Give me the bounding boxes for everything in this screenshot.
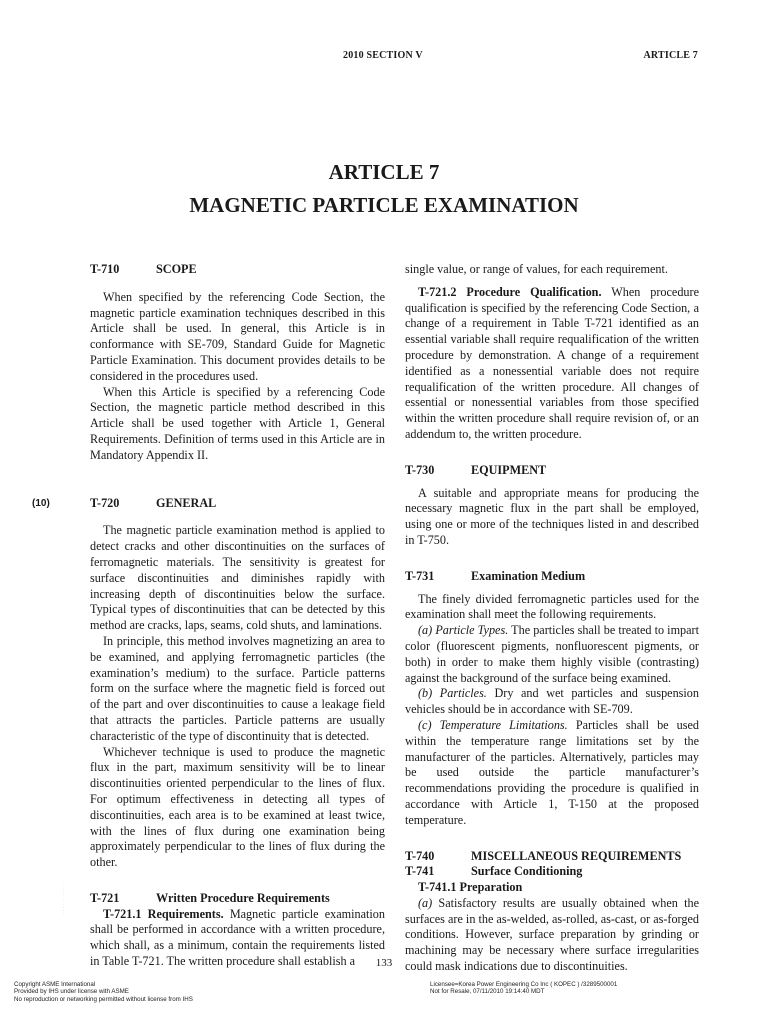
section-number: T-721 [90,890,120,905]
section-number: T-710 [90,262,120,276]
paragraph: A suitable and appropriate means for producing the necessary magnetic flux in the part shall be employed, using one or more of the techniques listed in and described in T-750. [405,485,699,547]
footer-license [430,981,617,996]
section-title: EQUIPMENT [471,462,547,477]
scan-watermark: · · · · · · · · · · [60,885,66,915]
article-number: ARTICLE 7 [328,160,440,184]
list-item-a [405,623,699,686]
paragraph-t721-2 [405,285,699,443]
footer-line: No reproduction or networking permitted without license from IHS [14,995,193,1003]
revision-marker: (10) [32,497,50,509]
item-text: Satisfactory results are usually obtained when the surfaces are in the as-welded, as-rolled, as-cast, or as-forged conditions. However, surface preparation by grinding or machining may be necessary where surface irregularities could mask indications due to discontinuities. [405,895,699,974]
left-column [32,262,385,970]
section-title: Surface Conditioning [471,864,583,879]
section-title: Written Procedure Requirements [156,890,330,905]
item-text: Dry and wet particles and suspension vehicles should be in accordance with SE-709. [405,686,699,717]
section-heading-t720 [32,495,385,512]
footer-line: Provided by IHS under license with ASME [14,988,129,996]
paragraph: The finely divided ferromagnetic particles used for the examination shall meet the following requirements. [405,591,699,622]
paragraph: When this Article is specified by a referencing Code Section, the magnetic particle method described in this Article shall be used together with Article 1, General Requirements. Definition of terms used in this Article are in Mandatory Appendix II. [90,384,385,462]
right-column [405,262,699,975]
item-heading: (a) [418,895,433,910]
list-item-c [405,718,699,829]
paragraph: When specified by the referencing Code Section, the magnetic particle examination techniques described in this Article shall be used. In general, this Article is in conformance with SE-709, Standard Guide for Magnetic Particle Examination. This document provides details to be considered in the procedures used. [90,289,385,383]
running-header-article: ARTICLE 7 [643,50,698,61]
footer-copyright [14,981,193,1003]
section-heading-t741 [405,864,699,880]
running-header-section: 2010 SECTION V [343,50,423,61]
run-in-heading: T-721.1 Requirements. [103,906,224,921]
section-number: T-741 [405,864,435,879]
section-number: T-740 [405,848,435,863]
run-in-heading: T-721.2 Procedure Qualification. [418,284,602,299]
section-number: T-731 [405,568,435,583]
subsection-heading-t741-1: T-741.1 Preparation [418,880,523,895]
page-number: 133 [375,957,393,969]
article-title: MAGNETIC PARTICLE EXAMINATION [189,193,579,217]
paragraph: Whichever technique is used to produce the magnetic flux in the part, maximum sensitivity will be to linear discontinuities oriented perpendicular to the lines of flux. For optimum effectiveness in detecting all types of discontinuities, each area is to be examined at least twice, with the lines of flux during one examination being approximately perpendicular to the lines of flux during the other. [90,744,385,870]
paragraph: In principle, this method involves magnetizing an area to be examined, and applying ferromagnetic particles (the examination’s medium) to the surface. Particle patterns form on the surface where the magnetic field is forced out of the part and over discontinuities to cause a leakage field that attracts the particles. Particle patterns are usually characteristic of the type of discontinuity that is detected. [90,633,385,743]
section-heading-t710 [90,262,385,278]
paragraph-continuation: single value, or range of values, for each requirement. [405,262,668,276]
section-number: T-730 [405,462,435,477]
footer-line: Not for Resale, 07/11/2010 19:14:40 MDT [430,988,545,996]
footer-line: Copyright ASME International [14,981,96,988]
item-heading: (a) Particle Types. [418,623,509,638]
section-number: T-720 [90,495,120,510]
section-heading-t721 [90,891,385,907]
section-heading-t730 [405,463,699,479]
paragraph-text: Magnetic particle examination shall be performed in accordance with a written procedure, which shall, as a minimum, contain the requirements listed in Table T-721. The written procedure shall establish a [90,906,385,969]
item-heading: (b) Particles. [418,686,487,701]
paragraph-text: When procedure qualification is specified by the referencing Code Section, a change of a requirement in Table T-721 identified as an essential variable shall require requalification of the written procedure by demonstration. A change of a requirement identified as a nonessential variable does not require requalification of the written procedure. All changes of essential or nonessential variables from those specified within the written procedure shall require revision of, or an addendum to, the written procedure. [405,284,699,441]
item-text: Particles shall be used within the temperature range limitations set by the manufacturer of the particles. Alternatively, particles may be used outside the particle manufacturer’s recommendations providing the procedure is qualified in accordance with Article 1, T-150 at the proposed temperature. [405,717,700,827]
section-heading-t731 [405,569,699,585]
footer-line: Licensee=Korea Power Engineering Co Inc ( KOPEC ) /3289500001 [430,981,618,988]
section-title: MISCELLANEOUS REQUIREMENTS [471,848,682,863]
list-item-b [405,686,699,718]
section-title: GENERAL [156,495,217,510]
item-heading: (c) Temperature Limitations. [418,717,568,732]
section-heading-t740 [405,849,699,865]
item-text: The particles shall be treated to impart color (fluorescent pigments, nonfluorescent pigments, or both) in order to make them highly visible (contrasting) against the background of the surface being examined. [405,623,699,685]
section-title: Examination Medium [471,568,586,583]
paragraph: The magnetic particle examination method is applied to detect cracks and other discontinuities on the surfaces of ferromagnetic materials. The sensitivity is greatest for surface discontinuities and diminishes rapidly with increasing depth of discontinuities below the surface. Typical types of discontinuities that can be detected by this method are cracks, laps, seams, cold shuts, and laminations. [90,523,385,633]
section-title: SCOPE [156,262,197,276]
